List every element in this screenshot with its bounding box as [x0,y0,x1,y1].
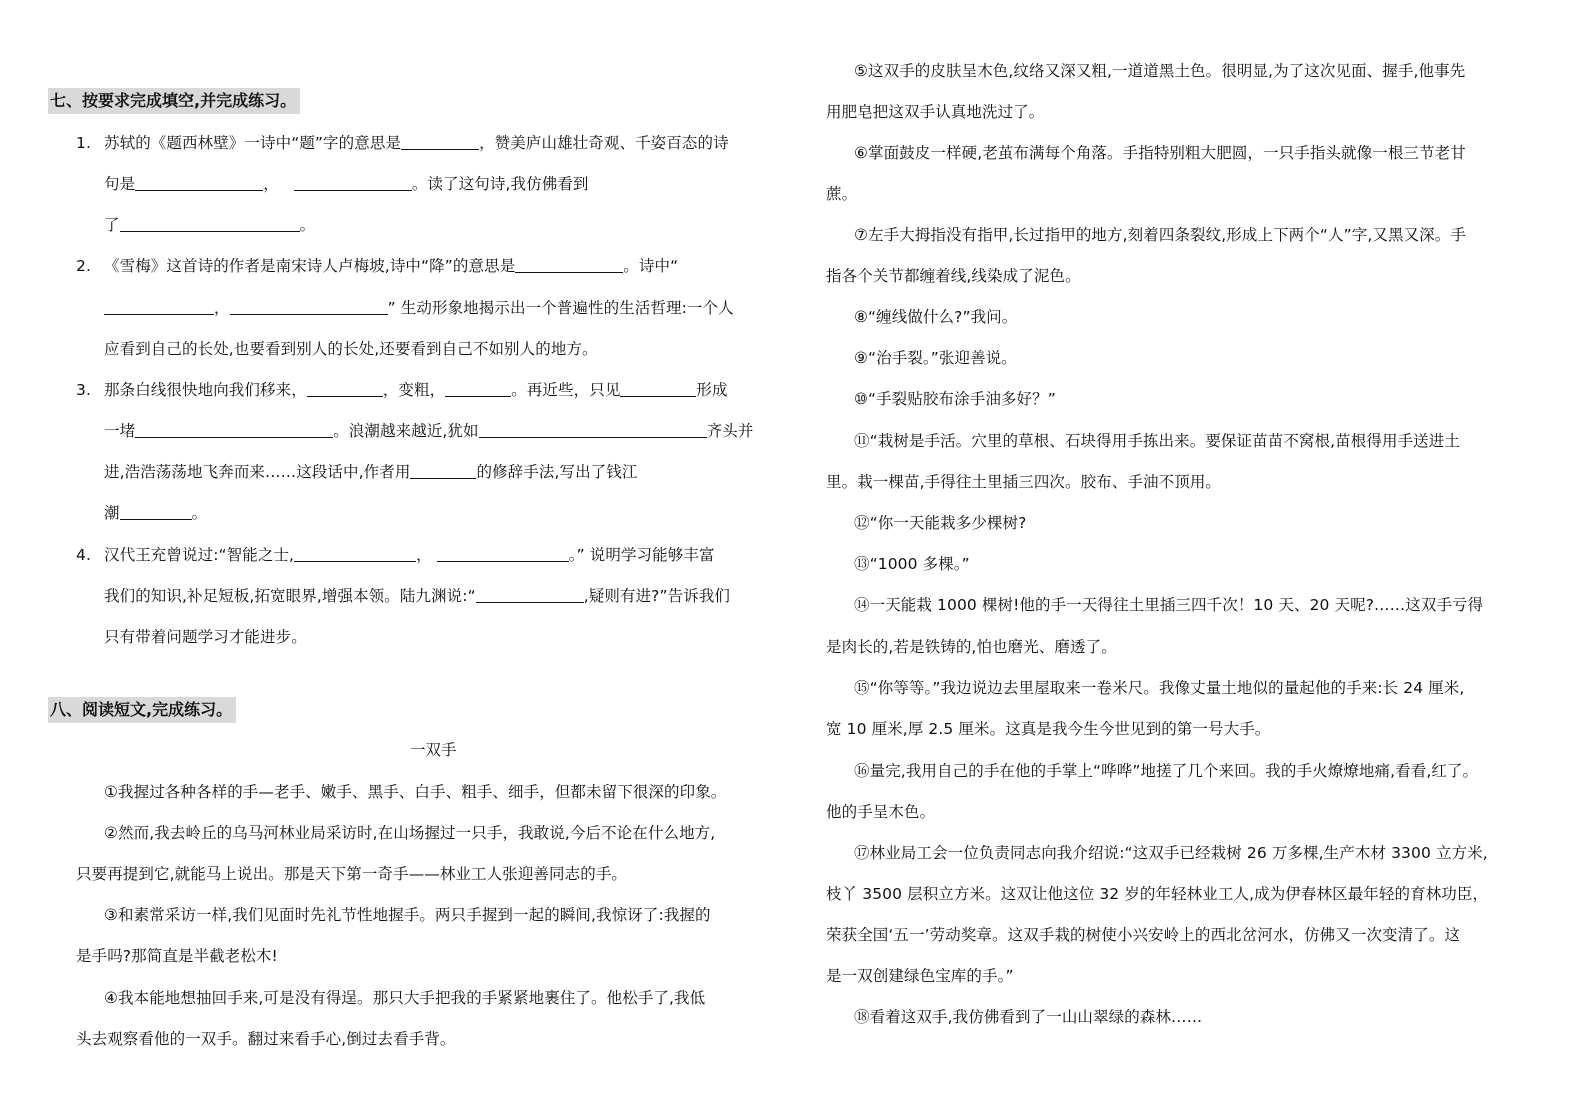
paragraph-8: ⑧“缠线做什么?”我问。 [854,308,1018,326]
paragraph-3-line-1: ③和素常采访一样,我们见面时先礼节性地握手。两只手握到一起的瞬间,我惊讶了:我握的 [104,906,711,924]
paragraph-15-line-2: 宽 10 厘米,厚 2.5 厘米。这真是我今生今世见到的第一号大手。 [826,720,1271,738]
paragraph-14-line-1: ⑭一天能栽 1000 棵树!他的手一天得往土里插三四千次！10 天、20 天呢?……这双手亏得 [854,596,1484,614]
paragraph-11-line-2: 里。栽一棵苗,手得往土里插三四次。胶布、手油不顶用。 [826,473,1222,491]
paragraph-18: ⑱看着这双手,我仿佛看到了一山山翠绿的森林…… [854,1008,1203,1026]
fill-blank[interactable] [476,586,584,603]
fill-blank[interactable] [445,380,511,397]
question-2-line-2: ， ” 生动形象地揭示出一个普遍性的生活哲理:一个人 [104,297,734,319]
question-1-line-2: 句是 ， 。读了这句诗,我仿佛看到 [104,175,589,193]
paragraph-11-line-1: ⑪“栽树是手活。穴里的草根、石块得用手拣出来。要保证苗苗不窝根,苗根得用手送进土 [854,432,1460,450]
question-2-line-3: 应看到自己的长处,也要看到别人的长处,还要看到自己不如别人的地方。 [104,340,598,358]
paragraph-14-line-2: 是肉长的,若是铁铸的,怕也磨光、磨透了。 [826,638,1117,656]
paragraph-7-line-2: 指各个关节都缠着线,线染成了泥色。 [826,267,1081,285]
fill-blank[interactable] [294,545,416,562]
fill-blank[interactable] [104,298,214,315]
fill-blank[interactable] [620,380,696,397]
fill-blank[interactable] [479,421,707,438]
paragraph-5-line-2: 用肥皂把这双手认真地洗过了。 [826,103,1045,121]
question-1-line-3: 了 。 [104,216,316,234]
question-1-line-1: 1. 苏轼的《题西林壁》一诗中“题”字的意思是 ，赞美庐山雄壮奇观、千姿百态的诗 [76,134,729,152]
paragraph-5-line-1: ⑤这双手的皮肤呈木色,纹络又深又粗,一道道黑土色。很明显,为了这次见面、握手,他事先 [854,62,1466,80]
question-number: 4. [76,546,91,564]
paragraph-2-line-2: 只要再提到它,就能马上说出。那是天下第一奇手——林业工人张迎善同志的手。 [76,865,628,883]
fill-blank[interactable] [307,380,383,397]
passage-title: 一双手 [410,741,457,759]
fill-blank[interactable] [437,545,569,562]
paragraph-17-line-4: 是一双创建绿色宝库的手。” [826,967,1014,985]
question-3-line-1: 3. 那条白线很快地向我们移来， ，变粗， 。再近些，只见 形成 [76,381,728,399]
paragraph-15-line-1: ⑮“你等等。”我边说边去里屋取来一卷米尺。我像丈量土地似的量起他的手来:长 24 厘米, [854,679,1465,697]
paragraph-2-line-1: ②然而,我去岭丘的乌马河林业局采访时,在山场握过一只手，我敢说,今后不论在什么地方, [104,824,716,842]
paragraph-12: ⑫“你一天能栽多少棵树? [854,514,1027,532]
fill-blank[interactable] [401,133,479,150]
fill-blank[interactable] [135,421,333,438]
paragraph-7-line-1: ⑦左手大拇指没有指甲,长过指甲的地方,刻着四条裂纹,形成上下两个“人”字,又黑又深。手 [854,226,1466,244]
paragraph-17-line-2: 枝丫 3500 层积立方米。这双让他这位 32 岁的年轻林业工人,成为伊春林区最年轻的育林功臣， [826,885,1489,903]
paragraph-4-line-2: 头去观察看他的一双手。翻过来看手心,倒过去看手背。 [76,1030,456,1048]
question-4-line-3: 只有带着问题学习才能进步。 [104,628,307,646]
fill-blank[interactable] [410,462,476,479]
fill-blank[interactable] [120,503,192,520]
paragraph-6-line-1: ⑥掌面鼓皮一样硬,老茧布满每个角落。手指特别粗大肥圆，一只手指头就像一根三节老甘 [854,144,1466,162]
paragraph-10: ⑩“手裂贴胶布涂手油多好？” [854,390,1056,408]
fill-blank[interactable] [230,298,388,315]
fill-blank[interactable] [294,174,412,191]
paragraph-1: ①我握过各种各样的手—老手、嫩手、黑手、白手、粗手、细手，但都未留下很深的印象。 [104,783,727,801]
question-number: 2. [76,257,91,275]
fill-blank[interactable] [515,256,623,273]
question-2-line-1: 2. 《雪梅》这首诗的作者是南宋诗人卢梅坡,诗中“降”的意思是 。诗中“ [76,257,679,275]
paragraph-17-line-1: ⑰林业局工会一位负责同志向我介绍说:“这双手已经栽树 26 万多棵,生产木材 3300 立方米, [854,844,1488,862]
question-3-line-4: 潮 。 [104,504,208,522]
question-number: 3. [76,381,91,399]
section-8-heading: 八、阅读短文,完成练习。 [48,697,236,723]
question-3-line-3: 进,浩浩荡荡地飞奔而来……这段话中,作者用 的修辞手法,写出了钱江 [104,463,638,481]
paragraph-4-line-1: ④我本能地想抽回手来,可是没有得逞。那只大手把我的手紧紧地裹住了。他松手了,我低 [104,989,706,1007]
paragraph-16-line-2: 他的手呈木色。 [826,803,936,821]
fill-blank[interactable] [135,174,263,191]
fill-blank[interactable] [120,215,300,232]
question-4-line-2: 我们的知识,补足短板,拓宽眼界,增强本领。陆九渊说:“ ,疑则有进?”告诉我们 [104,587,731,605]
question-4-line-1: 4. 汉代王充曾说过:“智能之士, ， 。” 说明学习能够丰富 [76,546,715,564]
paragraph-6-line-2: 蔗。 [826,185,858,203]
paragraph-9: ⑨“治手裂。”张迎善说。 [854,349,1017,367]
paragraph-3-line-2: 是手吗?那简直是半截老松木! [76,947,278,965]
paragraph-16-line-1: ⑯量完,我用自己的手在他的手掌上“哗哗”地搓了几个来回。我的手火燎燎地痛,看看,红了。 [854,762,1479,780]
question-3-line-2: 一堵 。浪潮越来越近,犹如 齐头并 [104,422,754,440]
question-number: 1. [76,134,91,152]
paragraph-13: ⑬“1000 多棵。” [854,555,970,573]
paragraph-17-line-3: 荣获全国‘五一’劳动奖章。这双手栽的树使小兴安岭上的西北岔河水，仿佛又一次变清了。这 [826,926,1461,944]
section-7-heading: 七、按要求完成填空,并完成练习。 [48,88,300,114]
